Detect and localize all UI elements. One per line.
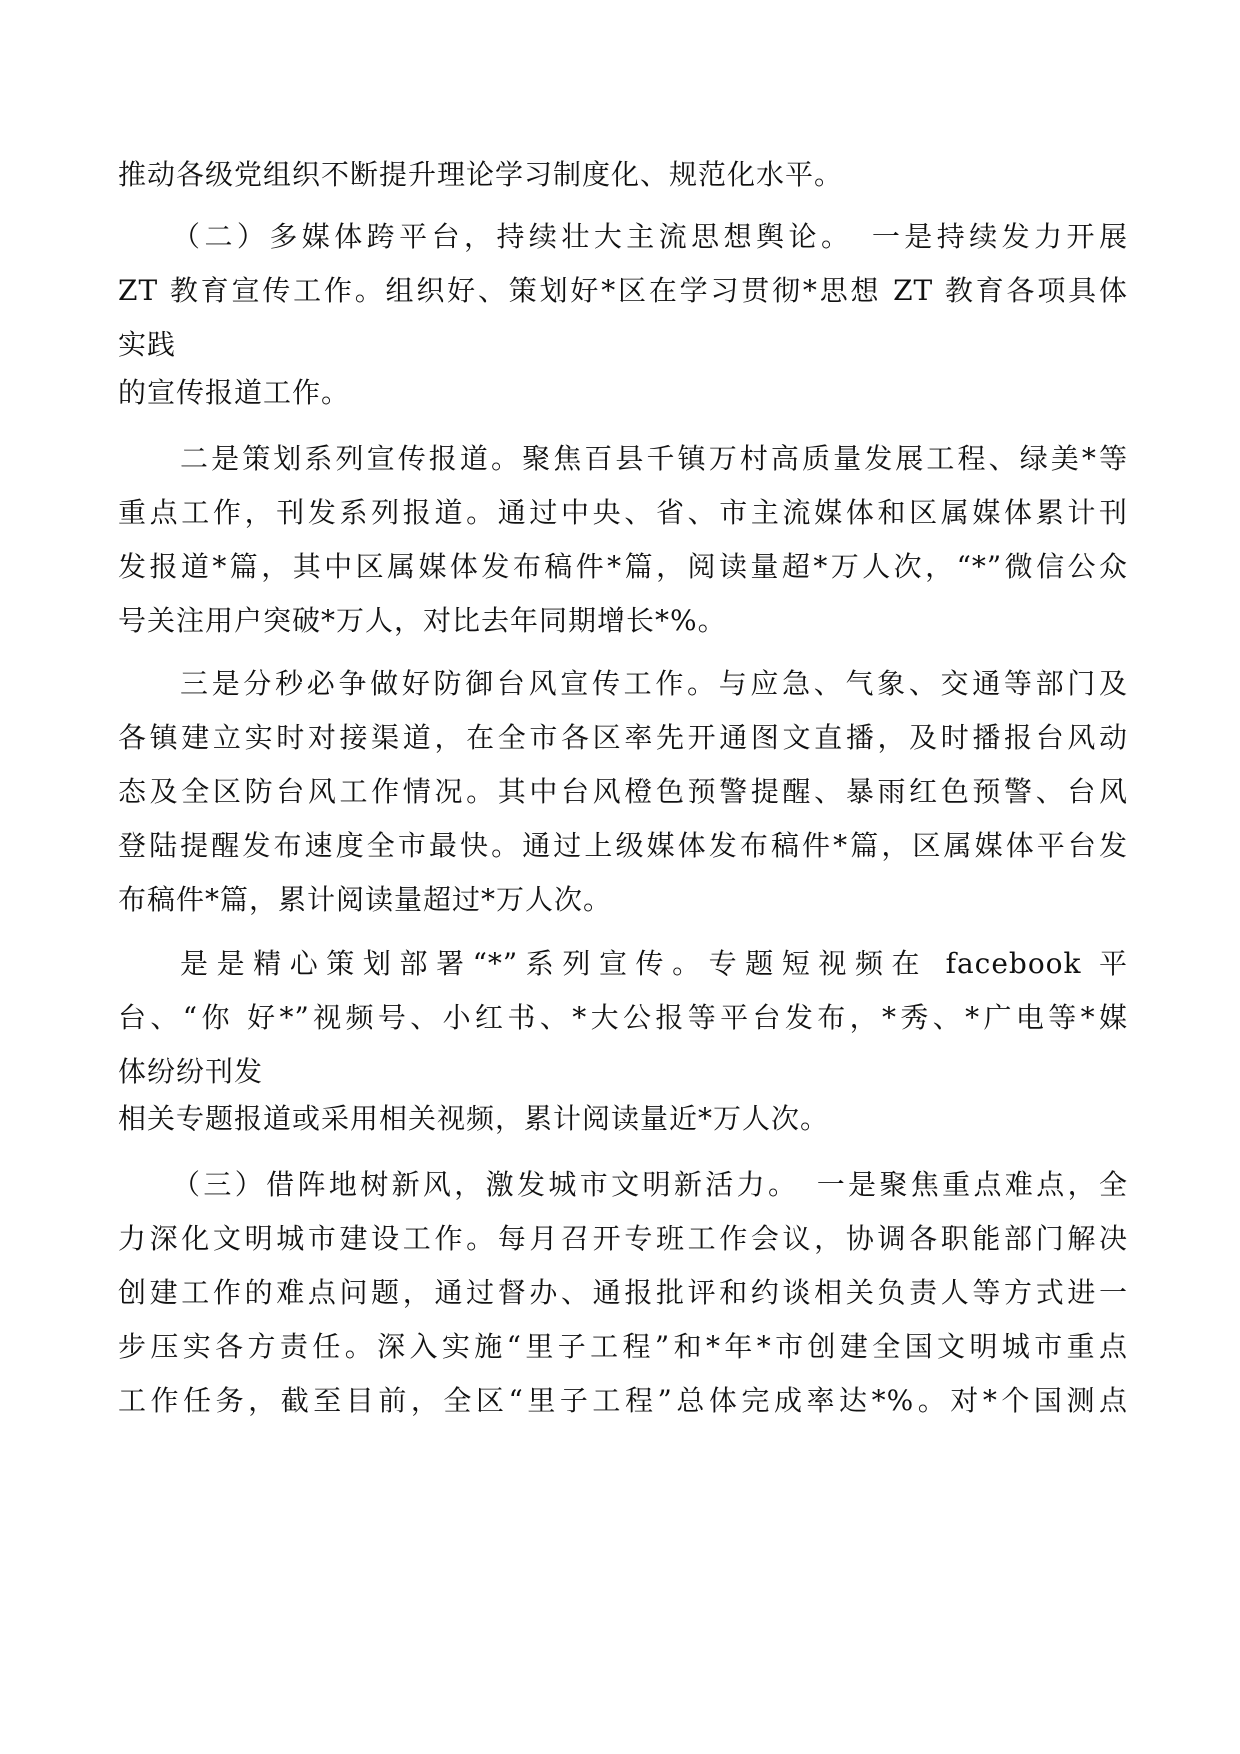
paragraph-line: 重点工作，刊发系列报道。通过中央、省、市主流媒体和区属媒体累计刊 [118,496,1128,529]
paragraph-line: 推动各级党组织不断提升理论学习制度化、规范化水平。 [118,158,844,191]
paragraph-line: 相关专题报道或采用相关视频，累计阅读量近*万人次。 [118,1102,830,1135]
paragraph-line: 的宣传报道工作。 [118,376,351,409]
paragraph-line: 二是策划系列宣传报道。聚焦百县千镇万村高质量发展工程、绿美*等 [180,442,1128,475]
section-heading-line: （三）借阵地树新风，激发城市文明新活力。 一是聚焦重点难点，全 [172,1168,1128,1201]
paragraph-line: 布稿件*篇，累计阅读量超过*万人次。 [118,883,613,916]
paragraph-line: ZT 教育宣传工作。组织好、策划好*区在学习贯彻*思想 ZT 教育各项具体 [118,274,1128,307]
paragraph-line: 实践 [118,328,177,361]
paragraph-line: 发报道*篇，其中区属媒体发布稿件*篇，阅读量超*万人次，“*”微信公众 [118,550,1128,583]
section-heading-line: （二）多媒体跨平台，持续壮大主流思想舆论。 一是持续发力开展 [172,220,1128,253]
paragraph-line: 步压实各方责任。深入实施“里子工程”和*年*市创建全国文明城市重点 [118,1330,1128,1363]
paragraph-line: 各镇建立实时对接渠道，在全市各区率先开通图文直播，及时播报台风动 [118,721,1128,754]
paragraph-line: 三是分秒必争做好防御台风宣传工作。与应急、气象、交通等部门及 [180,667,1128,700]
paragraph-line: 创建工作的难点问题，通过督办、通报批评和约谈相关负责人等方式进一 [118,1276,1128,1309]
paragraph-line: 号关注用户突破*万人，对比去年同期增长*%。 [118,604,727,637]
paragraph-line: 台、“你 好*”视频号、小红书、*大公报等平台发布，*秀、*广电等*媒 [118,1001,1128,1034]
paragraph-line: 是是精心策划部署“*”系列宣传。专题短视频在 facebook 平 [180,947,1128,980]
paragraph-line: 力深化文明城市建设工作。每月召开专班工作会议，协调各职能部门解决 [118,1222,1128,1255]
paragraph-line: 态及全区防台风工作情况。其中台风橙色预警提醒、暴雨红色预警、台风 [118,775,1128,808]
paragraph-line: 登陆提醒发布速度全市最快。通过上级媒体发布稿件*篇，区属媒体平台发 [118,829,1128,862]
paragraph-line: 工作任务，截至目前，全区“里子工程”总体完成率达*%。对*个国测点 [118,1384,1128,1417]
paragraph-line: 体纷纷刊发 [118,1055,264,1088]
